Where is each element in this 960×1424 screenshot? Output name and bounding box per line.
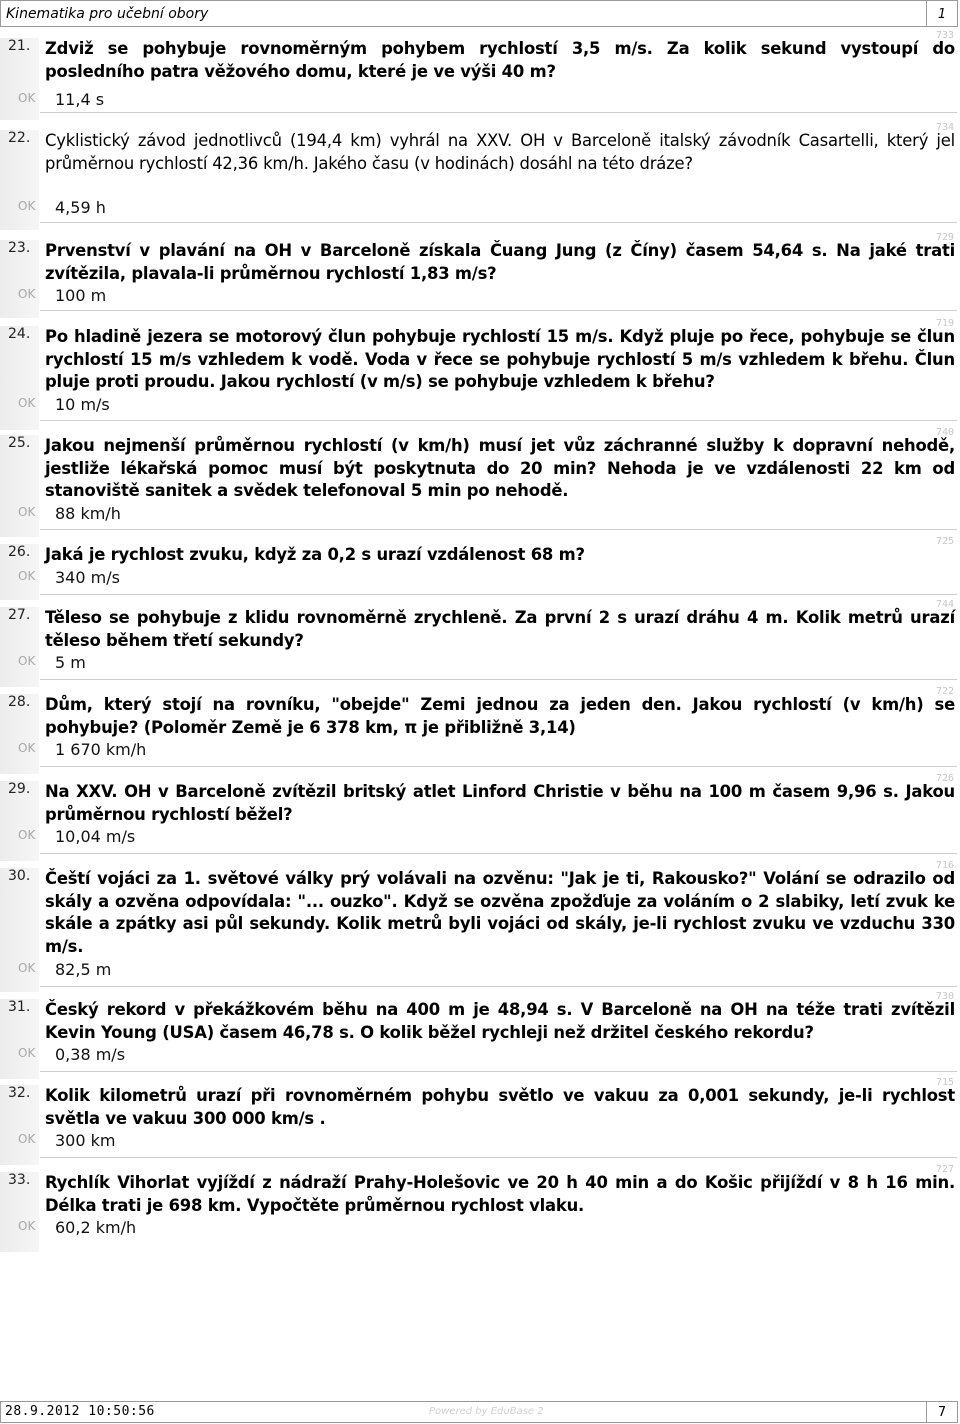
ok-label: OK [18,1219,36,1233]
question-number: 22. [8,130,31,146]
divider [40,1071,957,1072]
question [0,427,960,537]
question [0,318,960,430]
question-id: 729 [935,232,954,243]
question-id: 733 [935,30,954,41]
question [0,991,960,1079]
header-page-number: 1 [926,1,957,26]
question-text: Cyklistický závod jednotlivců (194,4 km) vyhrál na XXV. OH v Barceloně italský závodník Casartelli, který jel průměrnou rychlostí 42,36 km/h. Jakého času (v hodinách) dosáhl na této dráze? [45,131,955,173]
question [0,232,960,318]
answer: 300 km [55,1131,116,1150]
answer: 60,2 km/h [55,1218,137,1237]
answer: 82,5 m [55,960,112,979]
question-id: 722 [935,686,954,697]
ok-label: OK [18,961,36,975]
answer: 100 m [55,286,107,305]
question-number: 31. [8,999,31,1015]
divider [40,1157,957,1158]
question-text: Český rekord v překážkovém běhu na 400 m je 48,94 s. V Barceloně na OH na téže trati zvítězil Kevin Young (USA) časem 46,78 s. O kolik běžel rychleji než držitel českého rekordu? [45,1000,955,1042]
question-text: Jaká je rychlost zvuku, když za 0,2 s urazí vzdálenost 68 m? [45,545,585,564]
ok-label: OK [18,741,36,755]
question [0,122,960,230]
page-footer [0,1401,958,1423]
question [0,1077,960,1165]
question-text: Těleso se pohybuje z klidu rovnoměrně zrychleně. Za první 2 s urazí dráhu 4 m. Kolik metrů urazí těleso během třetí sekundy? [45,608,955,650]
ok-label: OK [18,828,36,842]
question [0,860,960,992]
question-text: Na XXV. OH v Barceloně zvítězil britský atlet Linford Christie v běhu na 100 m časem 9,96 s. Jakou průměrnou rychlostí běžel? [45,782,955,824]
question-number: 21. [8,38,31,54]
question [0,30,960,120]
question-id: 734 [935,122,954,133]
question-number: 25. [8,435,31,451]
ok-label: OK [18,199,36,213]
question [0,536,960,600]
question-id: 727 [935,1164,954,1175]
question-text: Čeští vojáci za 1. světové války prý volávali na ozvěnu: "Jak je ti, Rakousko?" Volání se odrazilo od skály a ozvěna odpovídala: "... ouzko". Když se ozvěna zpožďuje za voláním o 2 slabiky, letí zvuk ke skále a zpátky asi půl sekundy. Kolik metrů byli vojáci od skály, je-li rychlost zvuku ve vzduchu 330 m/s. [45,869,955,956]
answer: 5 m [55,653,86,672]
answer: 340 m/s [55,568,120,587]
question-id: 716 [935,860,954,871]
question-number: 24. [8,326,31,342]
question-text: Prvenství v plavání na OH v Barceloně získala Čuang Jung (z Číny) časem 54,64 s. Na jaké trati zvítězila, plavala-li průměrnou rychlostí 1,83 m/s? [45,241,955,283]
question-number: 28. [8,694,31,710]
footer-datetime: 28.9.2012 10:50:56 [5,1404,155,1419]
footer-powered-by: Powered by EduBase 2 [429,1406,544,1417]
question [0,773,960,861]
question-text: Rychlík Vihorlat vyjíždí z nádraží Prahy-Holešovic ve 20 h 40 min a do Košic přijíždí v 8 h 16 min. Délka trati je 698 km. Vypočtěte průměrnou rychlost vlaku. [45,1173,955,1215]
divider [40,766,957,767]
question-text: Jakou nejmenší průměrnou rychlostí (v km/h) musí jet vůz záchranné služby k dopravní nehodě, jestliže lékařská pomoc musí být poskytnuta do 20 min? Nehoda je ve vzdálenosti 22 km od stanoviště sanitek a svědek telefonoval 5 min po nehodě. [45,436,955,500]
divider [40,679,957,680]
question-number: 29. [8,781,31,797]
ok-label: OK [18,1132,36,1146]
header-title: Kinematika pro učební obory [6,6,209,22]
ok-label: OK [18,91,36,105]
divider [40,529,957,530]
ok-label: OK [18,505,36,519]
answer: 11,4 s [55,90,105,109]
question-number: 32. [8,1085,31,1101]
divider [40,310,957,311]
divider [40,222,957,223]
footer-page-number: 7 [926,1402,957,1422]
answer: 10 m/s [55,395,110,414]
answer: 0,38 m/s [55,1045,126,1064]
question-id: 726 [935,773,954,784]
answer: 4,59 h [55,198,106,217]
ok-label: OK [18,654,36,668]
question-number: 30. [8,868,31,884]
question-id: 740 [935,427,954,438]
answer: 88 km/h [55,504,121,523]
question-text: Dům, který stojí na rovníku, "obejde" Zemi jednou za jeden den. Jakou rychlostí (v km/h) se pohybuje? (Poloměr Země je 6 378 km, π je přibližně 3,14) [45,695,955,737]
divider [40,594,957,595]
question [0,1164,960,1252]
question [0,599,960,687]
question-text: Zdviž se pohybuje rovnoměrným pohybem rychlostí 3,5 m/s. Za kolik sekund vystoupí do posledního patra věžového domu, které je ve výši 40 m? [45,39,955,81]
divider [40,853,957,854]
divider [40,420,957,421]
question-text: Kolik kilometrů urazí při rovnoměrném pohybu světlo ve vakuu za 0,001 sekundy, je-li rychlost světla ve vakuu 300 000 km/s . [45,1086,955,1128]
question [0,686,960,774]
ok-label: OK [18,1046,36,1060]
answer: 1 670 km/h [55,740,147,759]
question-number: 23. [8,240,31,256]
ok-label: OK [18,287,36,301]
ok-label: OK [18,396,36,410]
question-id: 719 [935,318,954,329]
divider [40,986,957,987]
question-number: 27. [8,607,31,623]
question-id: 715 [935,1077,954,1088]
question-text: Po hladině jezera se motorový člun pohybuje rychlostí 15 m/s. Když pluje po řece, pohybuje se člun rychlostí 15 m/s vzhledem k vodě. Voda v řece se pohybuje rychlostí 5 m/s vzhledem k břehu. Člun pluje proti proudu. Jakou rychlostí (v m/s) se pohybuje vzhledem k břehu? [45,327,955,391]
question-id: 725 [935,536,954,547]
question-number: 26. [8,544,31,560]
ok-label: OK [18,569,36,583]
answer: 10,04 m/s [55,827,136,846]
page-header [0,0,958,27]
divider [40,112,957,113]
question-id: 744 [935,599,954,610]
question-id: 730 [935,991,954,1002]
question-number: 33. [8,1172,31,1188]
